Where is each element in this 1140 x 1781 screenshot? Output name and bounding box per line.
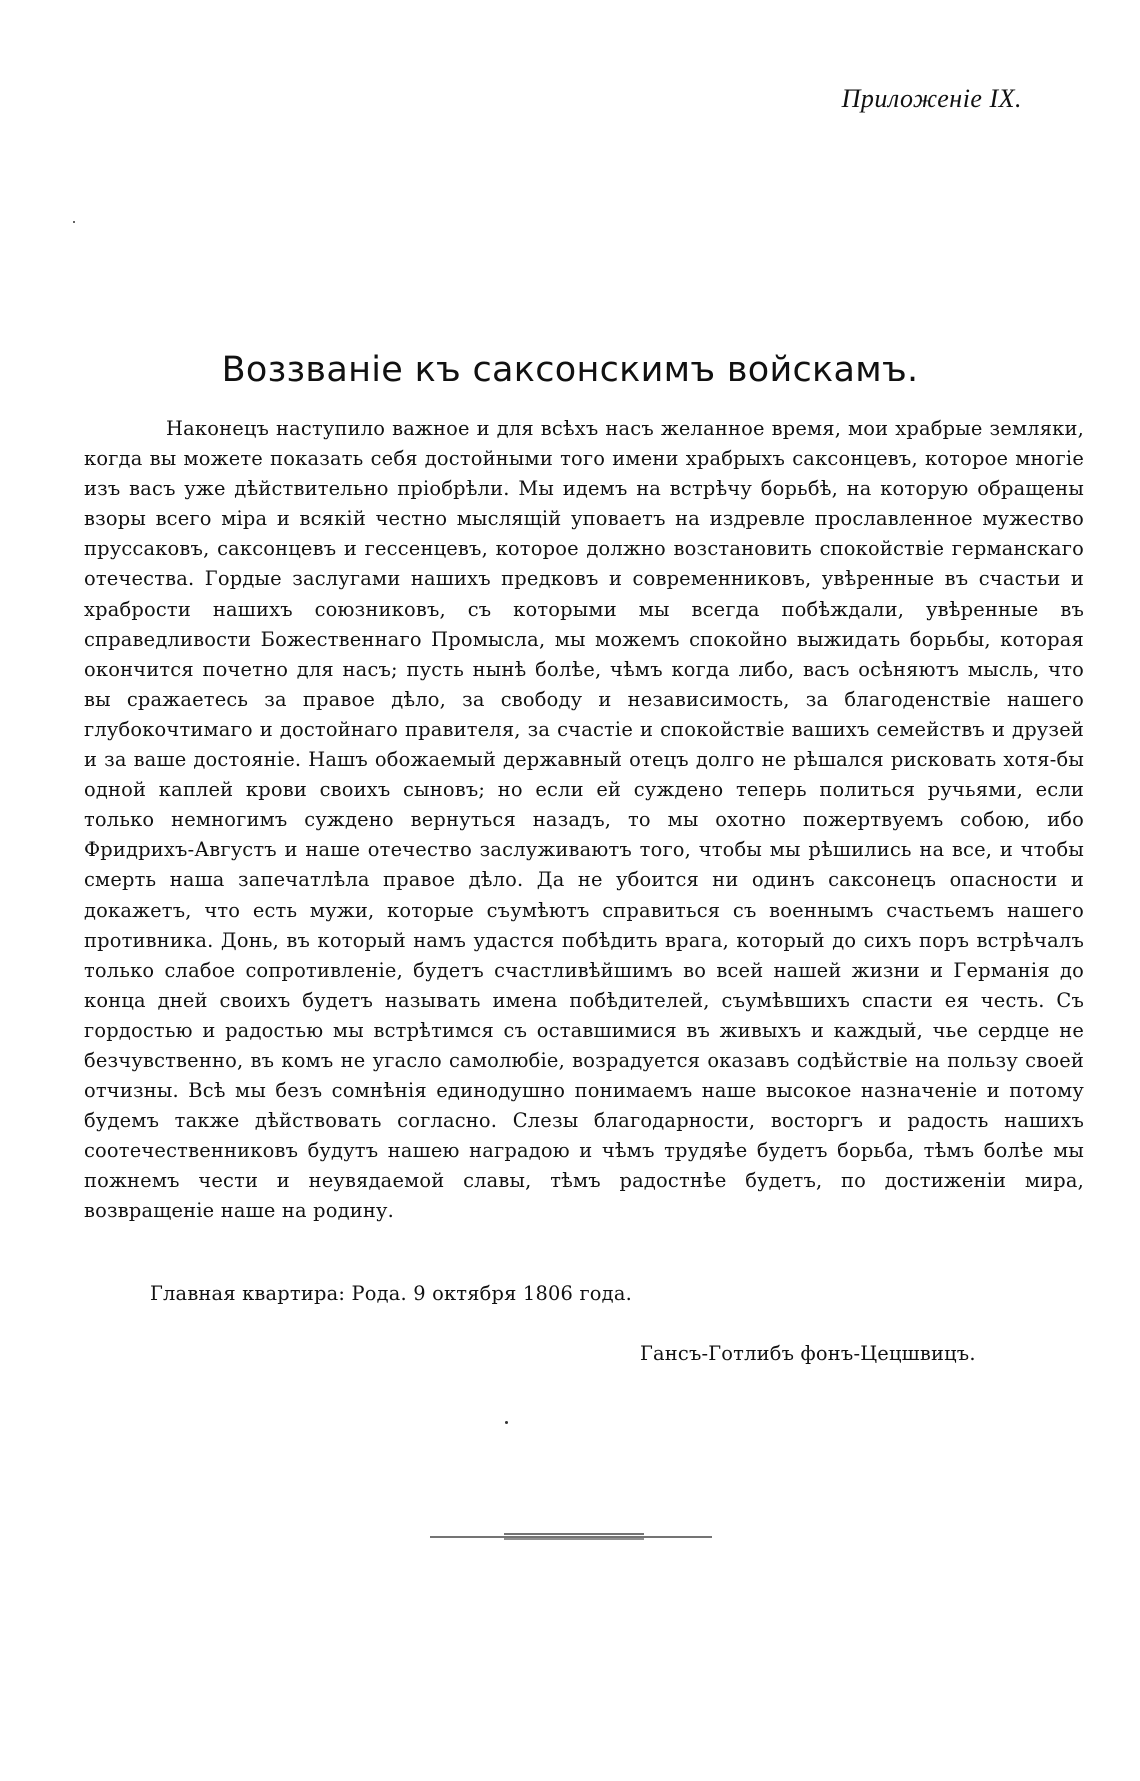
signature: Гансъ-Готлибъ фонъ-Цецшвицъ. bbox=[640, 1342, 976, 1365]
scan-speck bbox=[505, 1421, 508, 1424]
scan-speck bbox=[73, 221, 75, 223]
page-title: Воззваніе къ саксонскимъ войскамъ. bbox=[221, 350, 919, 391]
appendix-label: Приложеніе IX. bbox=[841, 84, 1022, 113]
place-and-date: Главная квартира: Рода. 9 октября 1806 года. bbox=[150, 1282, 632, 1305]
body-paragraph: Наконецъ наступило важное и для всѣхъ насъ желанное время, мои храбрые земляки, когда вы можете показать себя достойными того имени храбрыхъ саксонцевъ, которое многіе изъ васъ уже дѣйствительно пріобрѣли. Мы идемъ на встрѣчу борьбѣ, на которую обращены взоры всего міра и всякій честно мыслящій уповаетъ на издревле прославленное мужество пруссаковъ, саксонцевъ и гессенцевъ, которое должно возстановить спокойствіе германскаго отечества. Гордые заслугами нашихъ предковъ и современниковъ, увѣренные въ счастьи и храбрости нашихъ союзниковъ, съ которыми мы всегда побѣждали, увѣренные въ справедливости Божественнаго Промысла, мы можемъ спокойно выжидать борьбы, которая окончится почетно для насъ; пусть нынѣ болѣе, чѣмъ когда либо, васъ осѣняютъ мысль, что вы сражаетесь за правое дѣло, за свободу и независимость, за благоденствіе нашего глубокочтимаго и достойнаго правителя, за счастіе и спокойствіе вашихъ семействъ и друзей и за ваше достояніе. Нашъ обожаемый державный отецъ долго не рѣшался рисковать хотя-бы одной каплей крови своихъ сыновъ; но если ей суждено теперь политься ручьями, если только немногимъ суждено вернуться назадъ, то мы охотно пожертвуемъ собою, ибо Фридрихъ-Августъ и наше отечество заслуживаютъ того, чтобы мы рѣшились на все, и чтобы смерть наша запечатлѣла правое дѣло. Да не убоится ни одинъ саксонецъ опасности и докажетъ, что есть мужи, которые съумѣютъ справиться съ военнымъ счастьемъ нашего противника. Донь, въ который намъ удастся побѣдить врага, который до сихъ поръ встрѣчалъ только слабое сопротивленіе, будетъ счастливѣйшимъ во всей нашей жизни и Германія до конца дней своихъ будетъ называть имена побѣдителей, съумѣвшихъ спасти ея честь. Съ гордостью и радостью мы встрѣтимся съ оставшимися въ живыхъ и каждый, чье сердце не безчувственно, въ комъ не угасло самолюбіе, возрадуется оказавъ содѣйствіе на пользу своей отчизны. Всѣ мы безъ сомнѣнія единодушно понимаемъ наше высокое назначеніе и потому будемъ также дѣйствовать согласно. Слезы благодарности, восторгъ и радость нашихъ соотечественниковъ будутъ нашею наградою и чѣмъ трудяѣе будетъ борьба, тѣмъ болѣе мы пожнемъ чести и неувядаемой славы, тѣмъ радостнѣе будетъ, по достиженіи мира, возвращеніе наше на родину. bbox=[84, 417, 1084, 1223]
closing-rule bbox=[430, 1531, 712, 1541]
